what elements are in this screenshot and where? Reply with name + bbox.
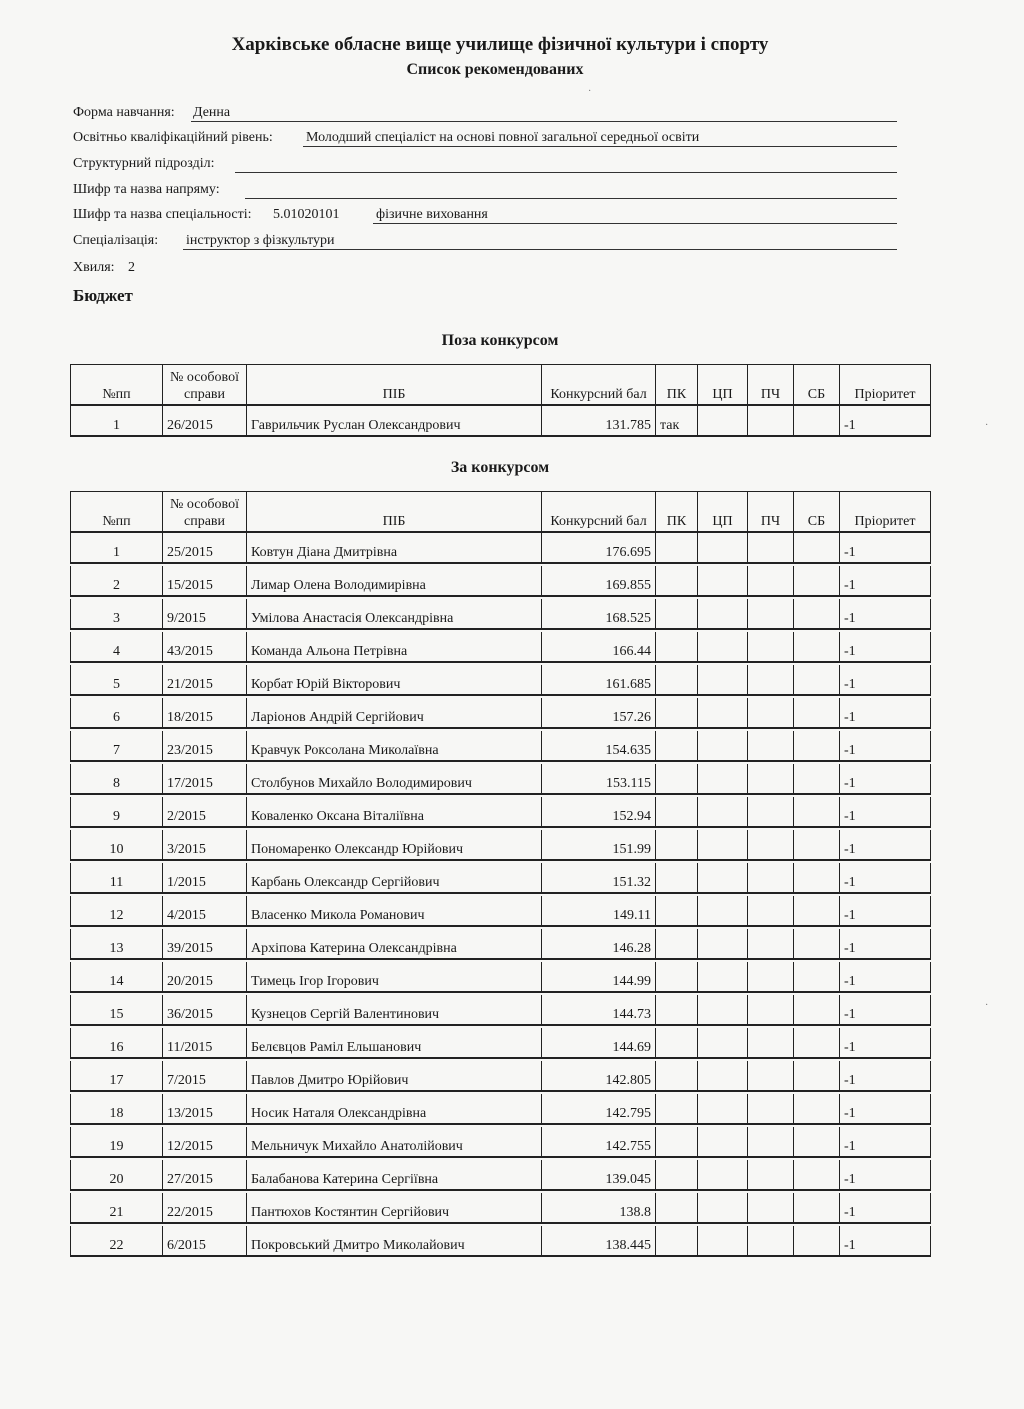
cell-score: 144.69	[542, 1028, 656, 1058]
cell-file: 12/2015	[163, 1127, 247, 1157]
cell-num: 16	[71, 1028, 163, 1058]
cell-cp	[698, 632, 748, 662]
cell-pk	[656, 731, 698, 761]
table-row	[71, 962, 931, 992]
cell-pk	[656, 797, 698, 827]
field-level-value: Молодший спеціаліст на основі повної загальної середньої освіти	[306, 130, 700, 145]
col-header-pch: ПЧ	[748, 365, 794, 406]
cell-file: 7/2015	[163, 1061, 247, 1091]
cell-priority: -1	[840, 830, 931, 860]
field-form-line	[191, 121, 897, 122]
cell-file: 36/2015	[163, 995, 247, 1025]
cell-sb	[794, 1193, 840, 1223]
cell-num: 2	[71, 566, 163, 596]
cell-pk	[656, 764, 698, 794]
cell-name: Архіпова Катерина Олександрівна	[247, 929, 542, 959]
cell-cp	[698, 698, 748, 728]
cell-sb	[794, 698, 840, 728]
cell-cp	[698, 532, 748, 563]
cell-pk	[656, 962, 698, 992]
cell-pch	[748, 665, 794, 695]
cell-priority: -1	[840, 1094, 931, 1124]
cell-cp	[698, 1226, 748, 1256]
cell-pch	[748, 599, 794, 629]
table-row	[71, 698, 931, 728]
cell-pk	[656, 665, 698, 695]
cell-score: 138.445	[542, 1226, 656, 1256]
cell-pch	[748, 1160, 794, 1190]
col-header-file	[163, 365, 247, 406]
cell-num: 12	[71, 896, 163, 926]
cell-file: 4/2015	[163, 896, 247, 926]
cell-pk	[656, 1193, 698, 1223]
field-unit-line	[235, 172, 897, 173]
col-header-name: ПІБ	[247, 365, 542, 406]
cell-pch	[748, 632, 794, 662]
col-header-pch: ПЧ	[748, 492, 794, 533]
cell-sb	[794, 896, 840, 926]
cell-file: 13/2015	[163, 1094, 247, 1124]
cell-cp	[698, 1160, 748, 1190]
cell-pk	[656, 566, 698, 596]
table-row	[71, 532, 931, 563]
col-header-cp: ЦП	[698, 365, 748, 406]
cell-name: Кравчук Роксолана Миколаївна	[247, 731, 542, 761]
cell-priority: -1	[840, 731, 931, 761]
cell-cp	[698, 995, 748, 1025]
section-title-by-competition: За конкурсом	[450, 459, 550, 476]
col-header-cp: ЦП	[698, 492, 748, 533]
col-header-pk: ПК	[656, 492, 698, 533]
cell-pch	[748, 764, 794, 794]
cell-name: Пантюхов Костянтин Сергійович	[247, 1193, 542, 1223]
cell-name: Пономаренко Олександр Юрійович	[247, 830, 542, 860]
cell-name: Умілова Анастасія Олександрівна	[247, 599, 542, 629]
field-specialty-name: фізичне виховання	[376, 207, 488, 222]
cell-name: Власенко Микола Романович	[247, 896, 542, 926]
table-row	[71, 995, 931, 1025]
field-specialty-line	[373, 223, 897, 224]
cell-name: Кузнецов Сергій Валентинович	[247, 995, 542, 1025]
table-row	[71, 566, 931, 596]
cell-priority: -1	[840, 1160, 931, 1190]
cell-cp	[698, 797, 748, 827]
cell-num: 5	[71, 665, 163, 695]
cell-name: Столбунов Михайло Володимирович	[247, 764, 542, 794]
cell-sb	[794, 731, 840, 761]
field-level-label: Освітньо кваліфікаційний рівень:	[73, 130, 273, 145]
cell-name: Белєвцов Раміл Ельшанович	[247, 1028, 542, 1058]
table-out-of-competition	[70, 364, 931, 437]
cell-pch	[748, 1028, 794, 1058]
cell-pk	[656, 1127, 698, 1157]
cell-num: 17	[71, 1061, 163, 1091]
cell-score: 144.73	[542, 995, 656, 1025]
cell-name: Коваленко Оксана Віталіївна	[247, 797, 542, 827]
cell-sb	[794, 995, 840, 1025]
cell-cp	[698, 566, 748, 596]
cell-sb	[794, 665, 840, 695]
col-header-file-line2: справи	[183, 514, 226, 529]
cell-cp	[698, 599, 748, 629]
cell-cp	[698, 764, 748, 794]
table-header-row	[71, 492, 931, 533]
cell-cp	[698, 1094, 748, 1124]
table-row	[71, 1028, 931, 1058]
cell-pch	[748, 405, 794, 436]
table-row	[71, 764, 931, 794]
cell-sb	[794, 764, 840, 794]
cell-sb	[794, 797, 840, 827]
cell-pch	[748, 830, 794, 860]
document-subtitle: Список рекомендованих	[406, 61, 584, 78]
cell-num: 13	[71, 929, 163, 959]
cell-priority: -1	[840, 566, 931, 596]
cell-file: 17/2015	[163, 764, 247, 794]
cell-cp	[698, 962, 748, 992]
table-row	[71, 731, 931, 761]
cell-file: 15/2015	[163, 566, 247, 596]
cell-priority: -1	[840, 797, 931, 827]
cell-pch	[748, 1127, 794, 1157]
col-header-num: №пп	[71, 365, 163, 406]
cell-pch	[748, 929, 794, 959]
cell-priority: -1	[840, 632, 931, 662]
cell-priority: -1	[840, 405, 931, 436]
cell-pch	[748, 1226, 794, 1256]
cell-name: Павлов Дмитро Юрійович	[247, 1061, 542, 1091]
cell-name: Гаврильчик Руслан Олександрович	[247, 405, 542, 436]
cell-cp	[698, 665, 748, 695]
cell-num: 3	[71, 599, 163, 629]
field-specialty-code: 5.01020101	[273, 207, 340, 222]
scan-speck: ·	[985, 1000, 989, 1011]
cell-score: 149.11	[542, 896, 656, 926]
col-header-priority: Пріоритет	[840, 492, 931, 533]
field-wave-value: 2	[128, 260, 135, 275]
cell-score: 152.94	[542, 797, 656, 827]
cell-priority: -1	[840, 896, 931, 926]
cell-sb	[794, 405, 840, 436]
cell-pch	[748, 532, 794, 563]
cell-pk	[656, 632, 698, 662]
field-wave-label: Хвиля:	[73, 260, 115, 275]
cell-name: Мельничук Михайло Анатолійович	[247, 1127, 542, 1157]
field-specialization-label: Спеціалізація:	[73, 233, 159, 248]
cell-file: 9/2015	[163, 599, 247, 629]
cell-score: 142.755	[542, 1127, 656, 1157]
cell-name: Корбат Юрій Вікторович	[247, 665, 542, 695]
cell-priority: -1	[840, 962, 931, 992]
cell-cp	[698, 830, 748, 860]
col-header-name: ПІБ	[247, 492, 542, 533]
cell-file: 43/2015	[163, 632, 247, 662]
cell-num: 1	[71, 532, 163, 563]
cell-score: 142.795	[542, 1094, 656, 1124]
cell-score: 138.8	[542, 1193, 656, 1223]
table-row	[71, 797, 931, 827]
cell-name: Балабанова Катерина Сергіївна	[247, 1160, 542, 1190]
cell-score: 157.26	[542, 698, 656, 728]
col-header-file-line1: № особової	[170, 497, 239, 512]
cell-priority: -1	[840, 1127, 931, 1157]
cell-name: Ковтун Діана Дмитрівна	[247, 532, 542, 563]
cell-num: 9	[71, 797, 163, 827]
section-title-out-of-competition: Поза конкурсом	[441, 332, 559, 349]
cell-sb	[794, 1061, 840, 1091]
table-row	[71, 1193, 931, 1223]
cell-file: 39/2015	[163, 929, 247, 959]
cell-sb	[794, 1160, 840, 1190]
cell-priority: -1	[840, 929, 931, 959]
table-row	[71, 665, 931, 695]
cell-sb	[794, 632, 840, 662]
cell-sb	[794, 1127, 840, 1157]
cell-pch	[748, 698, 794, 728]
cell-pch	[748, 1193, 794, 1223]
cell-sb	[794, 1094, 840, 1124]
cell-sb	[794, 830, 840, 860]
cell-sb	[794, 1028, 840, 1058]
cell-file: 6/2015	[163, 1226, 247, 1256]
cell-name: Лимар Олена Володимирівна	[247, 566, 542, 596]
cell-name: Покровський Дмитро Миколайович	[247, 1226, 542, 1256]
cell-file: 25/2015	[163, 532, 247, 563]
cell-file: 11/2015	[163, 1028, 247, 1058]
cell-pk	[656, 896, 698, 926]
cell-pk	[656, 1061, 698, 1091]
cell-pch	[748, 1061, 794, 1091]
cell-file: 22/2015	[163, 1193, 247, 1223]
table-by-competition	[70, 491, 931, 1257]
cell-priority: -1	[840, 863, 931, 893]
table-row	[71, 1127, 931, 1157]
cell-sb	[794, 863, 840, 893]
table-row	[71, 830, 931, 860]
col-header-num: №пп	[71, 492, 163, 533]
cell-priority: -1	[840, 995, 931, 1025]
cell-pk: так	[656, 405, 698, 436]
cell-file: 1/2015	[163, 863, 247, 893]
cell-name: Ларіонов Андрій Сергійович	[247, 698, 542, 728]
cell-score: 151.99	[542, 830, 656, 860]
table-row	[71, 896, 931, 926]
field-specialization-value: інструктор з фізкультури	[186, 233, 335, 248]
cell-cp	[698, 731, 748, 761]
cell-file: 23/2015	[163, 731, 247, 761]
cell-num: 1	[71, 405, 163, 436]
cell-file: 27/2015	[163, 1160, 247, 1190]
cell-pk	[656, 1226, 698, 1256]
col-header-pk: ПК	[656, 365, 698, 406]
cell-file: 18/2015	[163, 698, 247, 728]
col-header-file-line2: справи	[183, 387, 226, 402]
table-row	[71, 863, 931, 893]
cell-cp	[698, 1193, 748, 1223]
cell-pch	[748, 566, 794, 596]
table-row	[71, 405, 931, 436]
cell-sb	[794, 599, 840, 629]
cell-num: 15	[71, 995, 163, 1025]
table-header-row	[71, 365, 931, 406]
cell-sb	[794, 962, 840, 992]
cell-file: 26/2015	[163, 405, 247, 436]
col-header-score: Конкурсний бал	[542, 492, 656, 533]
cell-pk	[656, 995, 698, 1025]
cell-pch	[748, 962, 794, 992]
cell-num: 20	[71, 1160, 163, 1190]
cell-pk	[656, 1094, 698, 1124]
cell-pch	[748, 995, 794, 1025]
cell-priority: -1	[840, 764, 931, 794]
cell-pk	[656, 863, 698, 893]
cell-num: 10	[71, 830, 163, 860]
cell-cp	[698, 1127, 748, 1157]
cell-cp	[698, 405, 748, 436]
cell-score: 168.525	[542, 599, 656, 629]
cell-score: 144.99	[542, 962, 656, 992]
cell-name: Носик Наталя Олександрівна	[247, 1094, 542, 1124]
field-level-line	[303, 146, 897, 147]
cell-name: Тимець Ігор Ігорович	[247, 962, 542, 992]
cell-sb	[794, 929, 840, 959]
cell-priority: -1	[840, 532, 931, 563]
table-row	[71, 929, 931, 959]
cell-score: 151.32	[542, 863, 656, 893]
cell-pk	[656, 1160, 698, 1190]
cell-priority: -1	[840, 1226, 931, 1256]
cell-pch	[748, 863, 794, 893]
cell-sb	[794, 1226, 840, 1256]
field-direction-label: Шифр та назва напряму:	[73, 182, 220, 197]
cell-pch	[748, 1094, 794, 1124]
cell-num: 19	[71, 1127, 163, 1157]
cell-cp	[698, 863, 748, 893]
table-row	[71, 1160, 931, 1190]
table-row	[71, 599, 931, 629]
cell-num: 11	[71, 863, 163, 893]
cell-score: 166.44	[542, 632, 656, 662]
cell-file: 2/2015	[163, 797, 247, 827]
cell-cp	[698, 929, 748, 959]
cell-priority: -1	[840, 1061, 931, 1091]
col-header-sb: СБ	[794, 492, 840, 533]
cell-num: 7	[71, 731, 163, 761]
col-header-file	[163, 492, 247, 533]
cell-sb	[794, 566, 840, 596]
cell-priority: -1	[840, 599, 931, 629]
table-row	[71, 1061, 931, 1091]
cell-pch	[748, 731, 794, 761]
cell-num: 6	[71, 698, 163, 728]
cell-cp	[698, 1061, 748, 1091]
cell-num: 21	[71, 1193, 163, 1223]
field-form-value: Денна	[193, 105, 231, 120]
cell-pk	[656, 532, 698, 563]
cell-num: 18	[71, 1094, 163, 1124]
cell-score: 154.635	[542, 731, 656, 761]
col-header-score: Конкурсний бал	[542, 365, 656, 406]
col-header-file-line1: № особової	[170, 370, 239, 385]
field-unit-label: Структурний підрозділ:	[73, 156, 215, 171]
cell-priority: -1	[840, 665, 931, 695]
cell-pk	[656, 599, 698, 629]
col-header-sb: СБ	[794, 365, 840, 406]
document-title: Харківське обласне вище училище фізичної культури і спорту	[231, 34, 769, 55]
cell-pk	[656, 830, 698, 860]
cell-score: 142.805	[542, 1061, 656, 1091]
field-direction-line	[245, 198, 897, 199]
cell-score: 139.045	[542, 1160, 656, 1190]
cell-pch	[748, 896, 794, 926]
table-row	[71, 632, 931, 662]
table-row	[71, 1226, 931, 1256]
cell-file: 20/2015	[163, 962, 247, 992]
cell-priority: -1	[840, 1028, 931, 1058]
scan-speck: ·	[985, 420, 989, 431]
cell-score: 146.28	[542, 929, 656, 959]
cell-cp	[698, 1028, 748, 1058]
cell-priority: -1	[840, 698, 931, 728]
budget-heading: Бюджет	[73, 286, 133, 305]
cell-pch	[748, 797, 794, 827]
cell-score: 153.115	[542, 764, 656, 794]
field-specialization-line	[183, 249, 897, 250]
scan-speck: ·	[588, 86, 592, 97]
field-form-label: Форма навчання:	[73, 105, 175, 120]
cell-score: 161.685	[542, 665, 656, 695]
cell-cp	[698, 896, 748, 926]
cell-pk	[656, 698, 698, 728]
cell-num: 4	[71, 632, 163, 662]
cell-num: 14	[71, 962, 163, 992]
col-header-priority: Пріоритет	[840, 365, 931, 406]
cell-name: Карбань Олександр Сергійович	[247, 863, 542, 893]
cell-name: Команда Альона Петрівна	[247, 632, 542, 662]
cell-file: 3/2015	[163, 830, 247, 860]
cell-sb	[794, 532, 840, 563]
table-row	[71, 1094, 931, 1124]
cell-score: 169.855	[542, 566, 656, 596]
cell-num: 8	[71, 764, 163, 794]
cell-pk	[656, 929, 698, 959]
field-specialty-label: Шифр та назва спеціальності:	[73, 207, 252, 222]
cell-score: 131.785	[542, 405, 656, 436]
cell-pk	[656, 1028, 698, 1058]
cell-priority: -1	[840, 1193, 931, 1223]
cell-file: 21/2015	[163, 665, 247, 695]
cell-num: 22	[71, 1226, 163, 1256]
cell-score: 176.695	[542, 532, 656, 563]
